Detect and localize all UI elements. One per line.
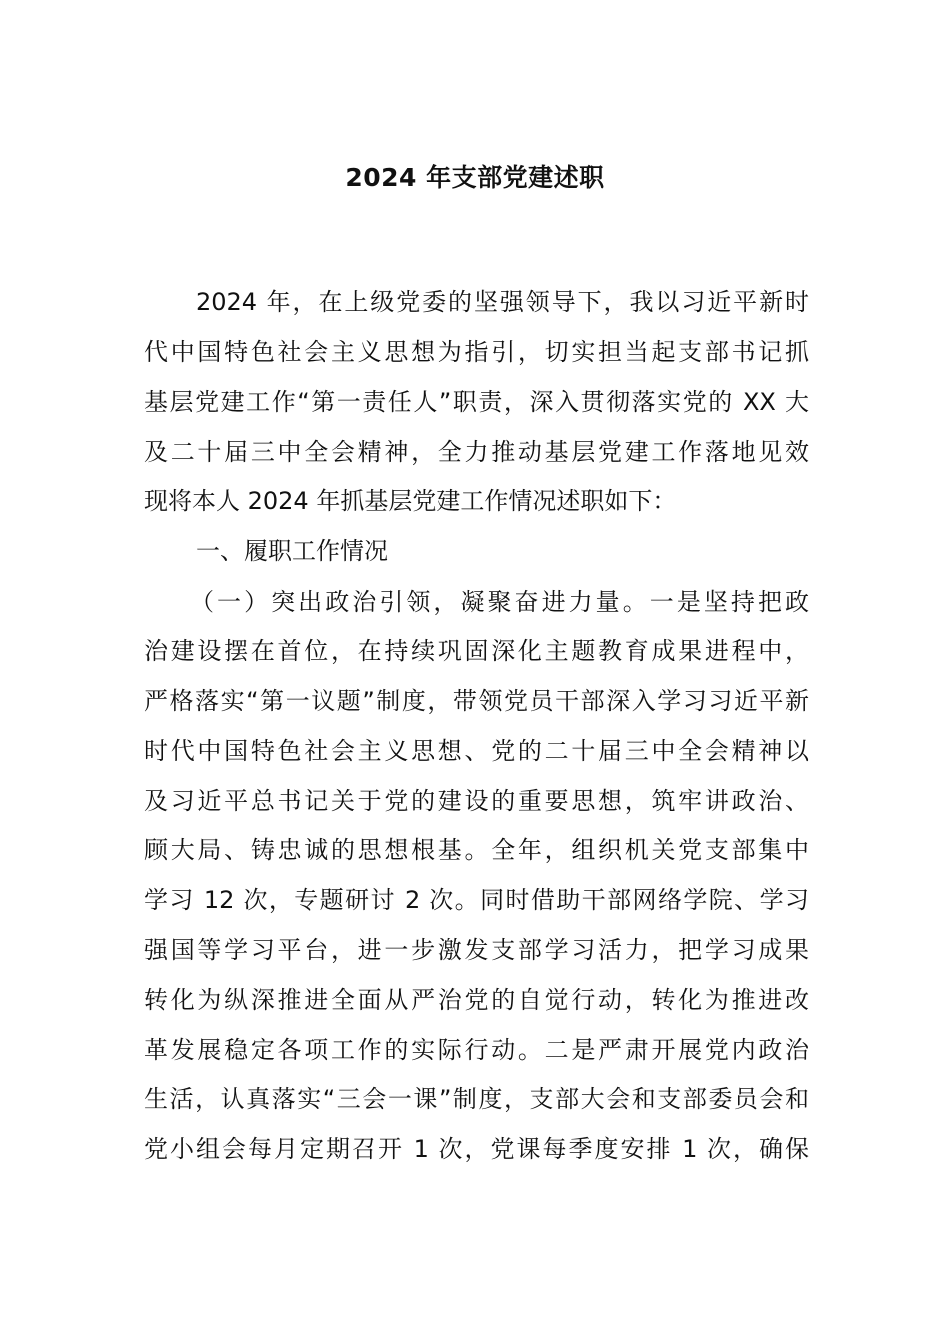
- paragraph-line: 学习 12 次，专题研讨 2 次。同时借助干部网络学院、学习: [144, 886, 809, 914]
- paragraph-line: 严格落实“第一议题”制度，带领党员干部深入学习习近平新: [144, 687, 809, 715]
- paragraph-line: 时代中国特色社会主义思想、党的二十届三中全会精神以: [144, 737, 809, 765]
- paragraph-line: （一）突出政治引领，凝聚奋进力量。一是坚持把政: [190, 588, 809, 616]
- paragraph-line: 党小组会每月定期召开 1 次，党课每季度安排 1 次，确保: [144, 1135, 809, 1163]
- section-heading: 一、履职工作情况: [196, 537, 388, 565]
- paragraph-line: 现将本人 2024 年抓基层党建工作情况述职如下：: [144, 487, 677, 515]
- paragraph-line: 治建设摆在首位，在持续巩固深化主题教育成果进程中，: [144, 637, 809, 665]
- paragraph-line: 代中国特色社会主义思想为指引，切实担当起支部书记抓: [144, 338, 809, 366]
- paragraph-line: 及习近平总书记关于党的建设的重要思想，筑牢讲政治、: [144, 787, 809, 815]
- paragraph-line: 生活，认真落实“三会一课”制度，支部大会和支部委员会和: [144, 1085, 809, 1113]
- paragraph-line: 2024 年，在上级党委的坚强领导下，我以习近平新时: [196, 288, 809, 316]
- paragraph-line: 强国等学习平台，进一步激发支部学习活力，把学习成果: [144, 936, 809, 964]
- paragraph-line: 顾大局、铸忠诚的思想根基。全年，组织机关党支部集中: [144, 836, 809, 864]
- paragraph-line: 转化为纵深推进全面从严治党的自觉行动，转化为推进改: [144, 986, 809, 1014]
- paragraph-line: 革发展稳定各项工作的实际行动。二是严肃开展党内政治: [144, 1036, 809, 1064]
- document-title: 2024 年支部党建述职: [345, 163, 605, 192]
- paragraph-line: 及二十届三中全会精神，全力推动基层党建工作落地见效: [144, 438, 809, 466]
- paragraph-line: 基层党建工作“第一责任人”职责，深入贯彻落实党的 XX 大: [144, 388, 809, 416]
